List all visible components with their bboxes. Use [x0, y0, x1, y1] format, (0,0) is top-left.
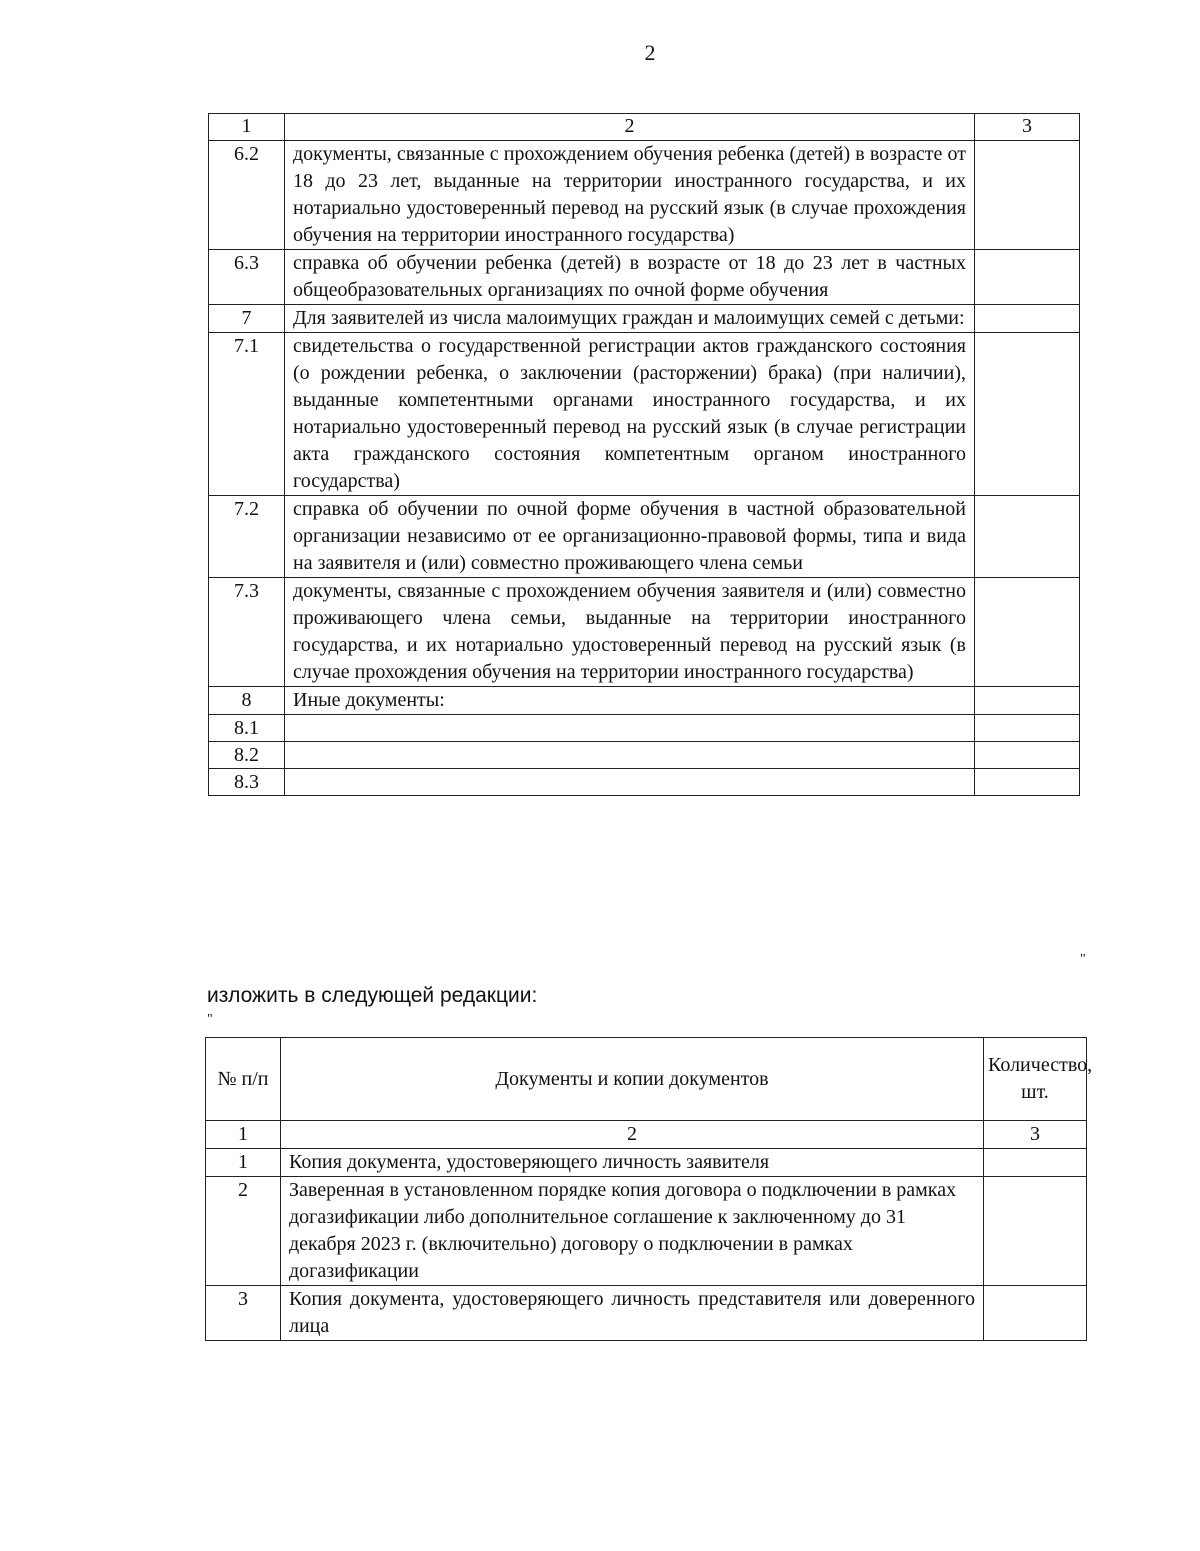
row-text: Копия документа, удостоверяющего личность представителя или доверенного лица [281, 1286, 984, 1341]
row-quantity [975, 305, 1080, 333]
row-number: 6.2 [209, 141, 285, 250]
row-quantity [975, 769, 1080, 796]
row-quantity [984, 1177, 1087, 1286]
table-row [209, 769, 1080, 796]
row-text: справка об обучении ребенка (детей) в возрасте от 18 до 23 лет в частных общеобразовательных организациях по очной форме обучения [285, 250, 975, 305]
row-quantity [975, 141, 1080, 250]
new-documents-table [205, 1037, 1093, 1341]
row-number: 7.1 [209, 333, 285, 496]
page-number: 2 [644, 40, 656, 65]
table-row [206, 1149, 1087, 1177]
amendment-intro-text: изложить в следующей редакции: [207, 984, 538, 1007]
old-documents-table [208, 113, 1080, 796]
row-number: 7.2 [209, 496, 285, 578]
row-quantity [984, 1149, 1087, 1177]
table-row [209, 250, 1080, 305]
opening-quote-mark: " [207, 1012, 213, 1027]
row-number: 8 [209, 687, 285, 715]
row-text: Копия документа, удостоверяющего личность заявителя [281, 1149, 984, 1177]
row-quantity [975, 333, 1080, 496]
row-number: 1 [206, 1149, 281, 1177]
table-row [206, 1286, 1087, 1341]
header-documents: Документы и копии документов [281, 1038, 984, 1121]
row-text: документы, связанные с прохождением обучения заявителя и (или) совместно проживающего члена семьи, выданные на территории иностранного государства, и их нотариально удостоверенный перевод на русский язык (в случае прохождения обучения на территории иностранного государства) [285, 578, 975, 687]
row-quantity [984, 1286, 1087, 1341]
closing-quote-mark: " [1080, 952, 1086, 967]
row-number: 7.3 [209, 578, 285, 687]
row-text: Иные документы: [285, 687, 975, 715]
row-text [285, 715, 975, 742]
row-text: справка об обучении по очной форме обучения в частной образовательной организации независимо от ее организационно-правовой формы, типа и вида на заявителя и (или) совместно проживающего члена семьи [285, 496, 975, 578]
row-text [285, 769, 975, 796]
row-quantity [975, 715, 1080, 742]
table-row [209, 687, 1080, 715]
row-quantity [975, 250, 1080, 305]
row-number: 3 [206, 1286, 281, 1341]
row-text: Для заявителей из числа малоимущих граждан и малоимущих семей с детьми: [285, 305, 975, 333]
table-row [209, 305, 1080, 333]
column-number-3: 3 [975, 114, 1080, 141]
header-row-number: № п/п [206, 1038, 281, 1121]
row-number: 8.2 [209, 742, 285, 769]
header-quantity: Количество, шт. [984, 1038, 1087, 1121]
column-number-3: 3 [984, 1121, 1087, 1149]
column-number-1: 1 [209, 114, 285, 141]
table-row [209, 141, 1080, 250]
column-number-2: 2 [285, 114, 975, 141]
row-number: 7 [209, 305, 285, 333]
table-row [209, 578, 1080, 687]
table-row [206, 1177, 1087, 1286]
row-text [285, 742, 975, 769]
table-row [209, 333, 1080, 496]
row-number: 2 [206, 1177, 281, 1286]
row-text: Заверенная в установленном порядке копия договора о подключении в рамках догазификации либо дополнительное соглашение к заключенному до 31 декабря 2023 г. (включительно) договору о подключении в рамках догазификации [281, 1177, 984, 1286]
column-number-1: 1 [206, 1121, 281, 1149]
table-row [209, 742, 1080, 769]
row-quantity [975, 687, 1080, 715]
row-quantity [975, 578, 1080, 687]
table-header-row [206, 1038, 1087, 1121]
row-quantity [975, 496, 1080, 578]
table-header-row [209, 114, 1080, 141]
row-quantity [975, 742, 1080, 769]
row-number: 8.1 [209, 715, 285, 742]
row-number: 6.3 [209, 250, 285, 305]
row-text: документы, связанные с прохождением обучения ребенка (детей) в возрасте от 18 до 23 лет, выданные на территории иностранного государства, и их нотариально удостоверенный перевод на русский язык (в случае прохождения обучения на территории иностранного государства) [285, 141, 975, 250]
row-number: 8.3 [209, 769, 285, 796]
table-row [209, 715, 1080, 742]
column-numbers-row [206, 1121, 1087, 1149]
column-number-2: 2 [281, 1121, 984, 1149]
row-text: свидетельства о государственной регистрации актов гражданского состояния (о рождении ребенка, о заключении (расторжении) брака) (при наличии), выданные компетентными органами иностранного государства, и их нотариально удостоверенный перевод на русский язык (в случае регистрации акта гражданского состояния компетентным органом иностранного государства) [285, 333, 975, 496]
table-row [209, 496, 1080, 578]
